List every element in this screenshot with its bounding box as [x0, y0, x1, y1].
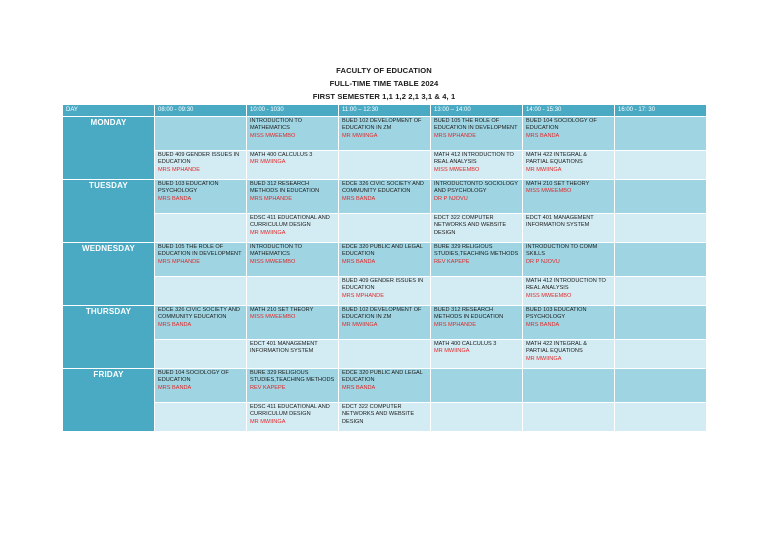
course-title: BUED 409 GENDER ISSUES IN EDUCATION — [158, 152, 240, 166]
timetable-cell — [523, 306, 615, 340]
lecturer-name: MRS MPHANDE — [434, 132, 476, 139]
timetable-cell — [247, 151, 339, 180]
timetable-cell — [247, 243, 339, 277]
course-title: BUED 312 RESEARCH METHODS IN EDUCATION — [434, 307, 504, 321]
timetable-cell — [523, 117, 615, 151]
course-title: BURE 329 RELIGIOUS STUDIES,TEACHING METHODS — [434, 244, 519, 258]
lecturer-name: MR MWIINGA — [342, 321, 378, 328]
course-title: INTRODUCTION TO MATHEMATICS — [250, 118, 303, 132]
course-title: EDCT 322 COMPUTER NETWORKS AND WEBSITE DESIGN — [342, 404, 415, 425]
timetable-cell — [615, 306, 707, 340]
timetable-cell — [615, 340, 707, 369]
lecturer-name: DR P NJOVU — [434, 195, 468, 202]
lecturer-name: MRS BANDA — [342, 195, 376, 202]
timetable-cell — [523, 151, 615, 180]
lecturer-name: MRS MPHANDE — [250, 195, 292, 202]
table-row — [63, 403, 707, 432]
course-title: EDCT 322 COMPUTER NETWORKS AND WEBSITE DESIGN — [434, 215, 507, 236]
timetable-cell — [431, 369, 523, 403]
timetable-cell — [339, 369, 431, 403]
course-title: MATH 412 INTRODUCTION TO REAL ANALYSIS — [526, 278, 606, 292]
course-title: BURE 329 RELIGIOUS STUDIES,TEACHING METHODS — [250, 370, 335, 384]
timetable-cell — [339, 214, 431, 243]
lecturer-name: MISS MWEEMBO — [434, 166, 480, 173]
timetable-cell — [247, 403, 339, 432]
timetable-cell — [615, 243, 707, 277]
col-header-slot-4: 13:00 – 14:00 — [431, 105, 523, 117]
lecturer-name: MRS BANDA — [158, 321, 192, 328]
timetable-cell — [339, 277, 431, 306]
course-title: EDCE 326 CIVIC SOCIETY AND COMMUNITY EDUCATION — [342, 181, 424, 195]
timetable-cell — [339, 180, 431, 214]
col-header-slot-5: 14:00 - 15:30 — [523, 105, 615, 117]
course-title: BUED 102 DEVELOPMENT OF EDUCATION IN ZM — [342, 118, 422, 132]
timetable-cell — [523, 369, 615, 403]
timetable-body — [63, 117, 707, 432]
course-title: EDCT 401 MANAGEMENT INFORMATION SYSTEM — [250, 341, 318, 355]
timetable-cell — [523, 277, 615, 306]
timetable-cell — [615, 277, 707, 306]
header-row — [63, 105, 707, 117]
lecturer-name: MRS BANDA — [342, 384, 376, 391]
col-header-slot-2: 10:00 - 1030 — [247, 105, 339, 117]
timetable-cell — [615, 151, 707, 180]
lecturer-name: MR MWIINGA — [250, 229, 286, 236]
timetable-cell — [155, 369, 247, 403]
table-row — [63, 151, 707, 180]
lecturer-name: MR MWIINGA — [342, 132, 378, 139]
course-title: MATH 412 INTRODUCTION TO REAL ANALYSIS — [434, 152, 514, 166]
timetable-cell — [155, 243, 247, 277]
table-row — [63, 243, 707, 277]
table-row — [63, 277, 707, 306]
lecturer-name: MRS BANDA — [526, 132, 560, 139]
semester-title: FIRST SEMESTER 1,1 1,2 2,1 3,1 & 4, 1 — [312, 92, 456, 101]
col-header-slot-6: 16:00 - 17: 30 — [615, 105, 707, 117]
course-title: MATH 422 INTEGRAL & PARTIAL EQUATIONS — [526, 341, 587, 355]
course-title: EDSC 411 EDUCATIONAL AND CURRICULUM DESIGN — [250, 404, 330, 418]
lecturer-name: MISS MWEEMBO — [250, 314, 296, 321]
timetable-cell — [155, 151, 247, 180]
timetable — [62, 104, 707, 432]
course-title: INTRODUCTION TO MATHEMATICS — [250, 244, 303, 258]
faculty-title: FACULTY OF EDUCATION — [336, 66, 432, 75]
lecturer-name: MR MWIINGA — [434, 348, 470, 355]
timetable-cell — [339, 340, 431, 369]
table-row — [63, 306, 707, 340]
day-label: WEDNESDAY — [63, 243, 155, 306]
timetable-cell — [431, 214, 523, 243]
day-label: TUESDAY — [63, 180, 155, 243]
course-title: BUED 102 DEVELOPMENT OF EDUCATION IN ZM — [342, 307, 422, 321]
course-title: MATH 422 INTEGRAL & PARTIAL EQUATIONS — [526, 152, 587, 166]
timetable-cell — [431, 243, 523, 277]
col-header-slot-1: 08:00 - 09:30 — [155, 105, 247, 117]
lecturer-name: MRS MPHANDE — [342, 292, 384, 299]
table-row — [63, 214, 707, 243]
lecturer-name: MR MWIINGA — [250, 418, 286, 425]
course-title: BUED 104 SOCIOLOGY OF EDUCATION — [158, 370, 229, 384]
timetable-cell — [155, 117, 247, 151]
timetable-cell — [431, 277, 523, 306]
timetable-cell — [523, 243, 615, 277]
timetable-cell — [247, 214, 339, 243]
timetable-cell — [615, 369, 707, 403]
timetable-cell — [431, 180, 523, 214]
table-row — [63, 369, 707, 403]
timetable-cell — [247, 277, 339, 306]
course-title: EDCT 401 MANAGEMENT INFORMATION SYSTEM — [526, 215, 594, 229]
timetable-cell — [247, 117, 339, 151]
timetable-cell — [339, 151, 431, 180]
timetable-cell — [155, 340, 247, 369]
timetable-cell — [431, 117, 523, 151]
timetable-cell — [247, 306, 339, 340]
course-title: EDCE 320 PUBLIC AND LEGAL EDUCATION — [342, 370, 423, 384]
course-title: BUED 104 SOCIOLOGY OF EDUCATION — [526, 118, 597, 132]
lecturer-name: REV KAPEPE — [250, 384, 286, 391]
course-title: BUED 409 GENDER ISSUES IN EDUCATION — [342, 278, 424, 292]
day-label: THURSDAY — [63, 306, 155, 369]
timetable-cell — [155, 403, 247, 432]
lecturer-name: DR P NJOVU — [526, 258, 560, 265]
timetable-title: FULL-TIME TIME TABLE 2024 — [329, 79, 439, 88]
lecturer-name: MRS BANDA — [158, 384, 192, 391]
day-label: MONDAY — [63, 117, 155, 180]
timetable-cell — [523, 403, 615, 432]
course-title: BUED 312 RESEARCH METHODS IN EDUCATION — [250, 181, 320, 195]
timetable-cell — [339, 243, 431, 277]
timetable-cell — [615, 214, 707, 243]
timetable-cell — [431, 306, 523, 340]
timetable-cell — [431, 340, 523, 369]
lecturer-name: MISS MWEEMBO — [526, 292, 572, 299]
timetable-cell — [615, 117, 707, 151]
course-title: MATH 400 CALCULUS 3 — [434, 341, 497, 347]
timetable-cell — [431, 403, 523, 432]
lecturer-name: MISS MWEEMBO — [250, 132, 296, 139]
timetable-cell — [431, 151, 523, 180]
col-header-slot-3: 11:00 – 12:30 — [339, 105, 431, 117]
timetable-cell — [339, 306, 431, 340]
table-row — [63, 340, 707, 369]
timetable-cell — [155, 277, 247, 306]
course-title: MATH 210 SET THEORY — [526, 181, 590, 187]
lecturer-name: MRS BANDA — [526, 321, 560, 328]
timetable-titles — [0, 64, 768, 103]
timetable-cell — [247, 369, 339, 403]
course-title: INTRODUCTION TO COMM SKILLS — [526, 244, 598, 258]
course-title: BUED 105 THE ROLE OF EDUCATION IN DEVELOPMENT — [158, 244, 242, 258]
timetable-cell — [523, 214, 615, 243]
timetable-cell — [155, 180, 247, 214]
timetable-cell — [615, 403, 707, 432]
timetable-cell — [523, 340, 615, 369]
timetable-cell — [615, 180, 707, 214]
lecturer-name: MR MWIINGA — [526, 355, 562, 362]
timetable-cell — [247, 180, 339, 214]
course-title: MATH 210 SET THEORY — [250, 307, 314, 313]
lecturer-name: MISS MWEEMBO — [526, 188, 572, 195]
timetable-cell — [339, 117, 431, 151]
table-row — [63, 180, 707, 214]
lecturer-name: MISS MWEEMBO — [250, 258, 296, 265]
lecturer-name: MR MWIINGA — [526, 166, 562, 173]
lecturer-name: MRS MPHANDE — [158, 258, 200, 265]
timetable-cell — [247, 340, 339, 369]
course-title: EDSC 411 EDUCATIONAL AND CURRICULUM DESIGN — [250, 215, 330, 229]
lecturer-name: MRS MPHANDE — [434, 321, 476, 328]
timetable-cell — [523, 180, 615, 214]
lecturer-name: MR MWIINGA — [250, 159, 286, 166]
course-title: EDCE 326 CIVIC SOCIETY AND COMMUNITY EDUCATION — [158, 307, 240, 321]
lecturer-name: MRS BANDA — [158, 195, 192, 202]
lecturer-name: MRS MPHANDE — [158, 166, 200, 173]
course-title: EDCE 320 PUBLIC AND LEGAL EDUCATION — [342, 244, 423, 258]
day-label: FRIDAY — [63, 369, 155, 432]
course-title: BUED 103 EDUCATION PSYCHOLOGY — [158, 181, 219, 195]
table-row — [63, 117, 707, 151]
lecturer-name: REV KAPEPE — [434, 258, 470, 265]
timetable-cell — [155, 306, 247, 340]
lecturer-name: MRS BANDA — [342, 258, 376, 265]
course-title: BUED 105 THE ROLE OF EDUCATION IN DEVELOPMENT — [434, 118, 518, 132]
col-header-day: DAY — [63, 105, 155, 117]
course-title: INTRODUCTONTO SOCIOLOGY AND PSYCHOLOGY — [434, 181, 518, 195]
course-title: BUED 103 EDUCATION PSYCHOLOGY — [526, 307, 587, 321]
timetable-cell — [339, 403, 431, 432]
course-title: MATH 400 CALCULUS 3 — [250, 152, 313, 158]
timetable-cell — [155, 214, 247, 243]
